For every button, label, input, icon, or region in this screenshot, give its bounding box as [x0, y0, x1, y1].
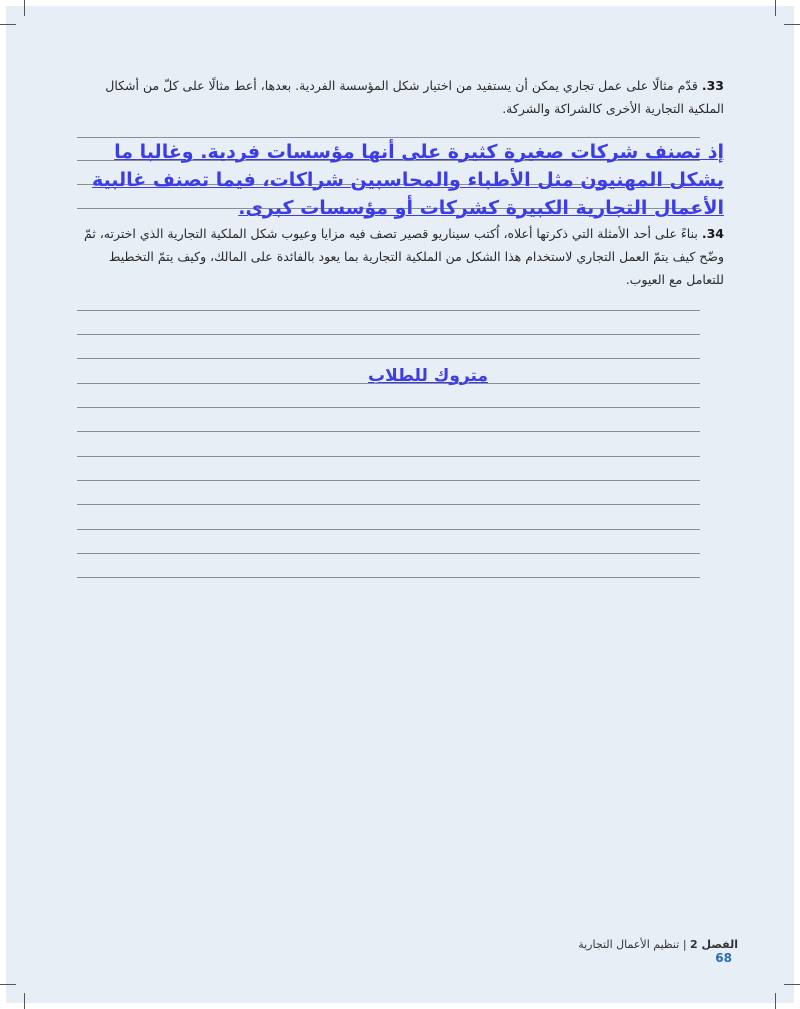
chapter-title: تنظيم الأعمال التجارية: [578, 938, 680, 951]
question-number: 33.: [701, 78, 724, 93]
answer-line: [77, 310, 700, 311]
crop-mark: [784, 984, 800, 985]
question-text: بناءً على أحد الأمثلة التي ذكرتها أعلاه، اُكتب سيناريو قصير تصف فيه مزايا وعيوب شكل الملكية التجارية الذي اخترته، ثمّ وضّح كيف يتمّ العمل التجاري لاستخدام هذا الشكل من الملكية التجارية بما يعود بالفائدة على المالك، وكيف يتمّ التخطيط للتعامل مع العيوب.: [84, 226, 724, 287]
crop-mark: [24, 0, 25, 16]
handwritten-answer-33: إذ تصنف شركات صغيرة كثيرة على أنها مؤسسات فردية. وغالبا ما يشكل المهنيون مثل الأطباء والمحاسبين شراكات، فيما تصنف غالبية الأعمال التجارية الكبيرة كشركات أو مؤسسات كبرى.: [91, 141, 724, 219]
answer-line: [77, 456, 700, 457]
crop-mark: [775, 993, 776, 1009]
crop-mark: [0, 984, 16, 985]
question-number: 34.: [701, 226, 724, 241]
answer-line: [77, 553, 700, 554]
question-34: [76, 222, 724, 291]
answer-line: [77, 407, 700, 408]
page-number: 68: [715, 951, 732, 965]
answer-line: [77, 358, 700, 359]
answer-line: [77, 334, 700, 335]
answer-line: [77, 504, 700, 505]
answer-line: [77, 577, 700, 578]
chapter-label: الفصل 2: [690, 938, 738, 951]
crop-mark: [24, 993, 25, 1009]
answer-line: [77, 529, 700, 530]
footer-separator: |: [682, 938, 687, 951]
handwritten-answer-34: متروك للطلاب: [368, 366, 488, 386]
question-text: قدّم مثالًا على عمل تجاري يمكن أن يستفيد من اختيار شكل المؤسسة الفردية. بعدها، أعط مثالًا على كلّ من أشكال الملكية التجارية الأخرى كالشراكة والشركة.: [105, 78, 724, 116]
crop-mark: [775, 0, 776, 16]
crop-mark: [0, 24, 16, 25]
page-footer: [556, 938, 738, 965]
question-33: [76, 74, 724, 120]
answer-line: [77, 480, 700, 481]
answer-line: [77, 431, 700, 432]
crop-mark: [784, 24, 800, 25]
